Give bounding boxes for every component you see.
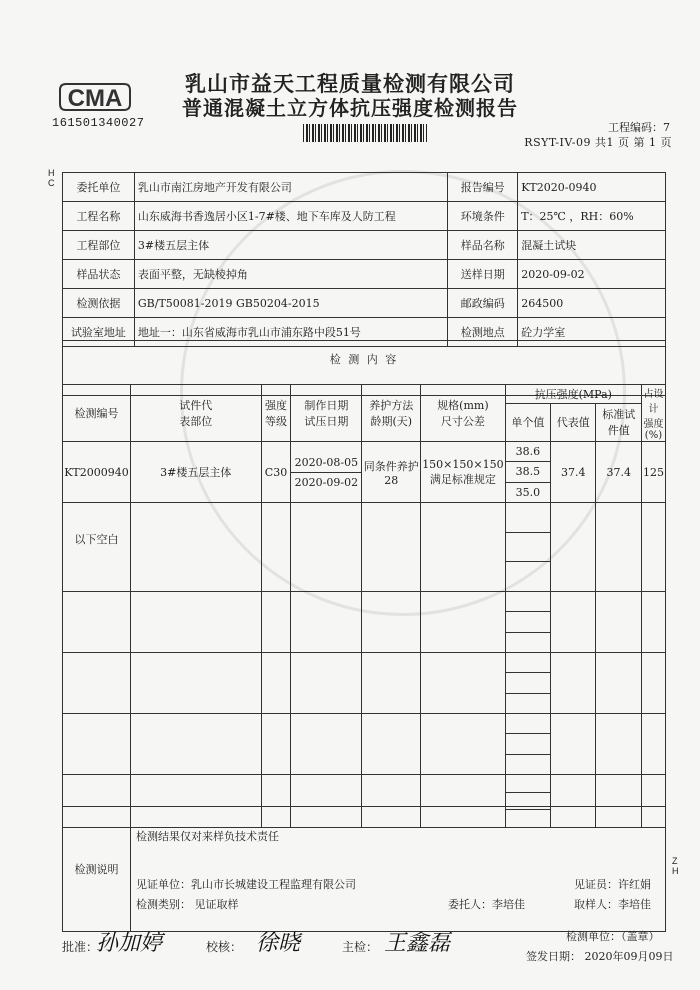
table-row [63, 503, 666, 533]
results-table [62, 384, 666, 828]
sample-name-label: 样品名称 [448, 231, 518, 260]
inspect-signature: 王鑫磊 [384, 931, 451, 956]
page-code: 工程编码：7 [608, 121, 670, 134]
basis-value: GB/T50081-2019 GB50204-2015 [134, 289, 447, 318]
table-row [63, 714, 666, 734]
remarks-label: 检测说明 [63, 807, 131, 932]
inspect-label: 主检： [342, 940, 379, 954]
company-name: 乳山市益天工程质量检测有限公司 [185, 71, 515, 96]
table-row [63, 442, 666, 462]
col-std-header: 标准试 件值 [596, 403, 641, 441]
lab-label: 试验室地址 [63, 318, 135, 347]
col-strength-header: 抗压强度(MPa) [505, 385, 641, 404]
stamp-note: 检测单位：（盖章） [566, 930, 660, 943]
col-curing-header: 养护方法 龄期(天) [362, 385, 421, 442]
place-value: 砼力学室 [518, 318, 666, 347]
barcode [303, 124, 427, 142]
row-no: KT2000940 [63, 442, 131, 503]
col-pct-header: 占设计 强度(%) [641, 385, 665, 442]
row-make-date: 2020-08-05 [294, 455, 359, 469]
row-dates [291, 442, 362, 503]
col-spec-header: 规格(mm) 尺寸公差 [421, 385, 505, 442]
blank-note: 以下空白 [63, 503, 131, 592]
state-label: 样品状态 [63, 260, 135, 289]
client-label: 委托单位 [63, 173, 135, 202]
part-value: 3#楼五层主体 [134, 231, 447, 260]
row-curing: 同条件养护 [363, 459, 419, 473]
sampler: 取样人：李培佳 [574, 898, 651, 911]
col-specimen-header: 试件代 表部位 [130, 385, 261, 442]
col-no-header: 检测编号 [63, 385, 131, 442]
svg-text:CMA: CMA [67, 85, 123, 112]
place-label: 检测地点 [448, 318, 518, 347]
side-mark-right: Z H [672, 856, 679, 876]
table-row [63, 653, 666, 673]
env-value: T：25℃ ，RH：60% [518, 202, 666, 231]
col-rep-header: 代表值 [551, 403, 596, 441]
cert-number: 161501340027 [52, 116, 145, 130]
part-label: 工程部位 [63, 231, 135, 260]
client-person: 委托人：李培佳 [448, 898, 525, 911]
form-code: RSYT-IV-09 共1 页 第 1 页 [524, 136, 672, 149]
row-rep: 37.4 [551, 442, 596, 503]
witness: 见证员：许红娟 [574, 878, 651, 891]
row-grade: C30 [261, 442, 291, 503]
witness-unit: 见证单位：乳山市长城建设工程监理有限公司 [136, 878, 356, 891]
sample-name-value: 混凝土试块 [518, 231, 666, 260]
remarks-table [62, 806, 666, 932]
basis-label: 检测依据 [63, 289, 135, 318]
approve-label: 批准： [62, 940, 99, 954]
row-spec: 150×150×150 [422, 457, 504, 471]
row-v2: 38.5 [505, 462, 550, 482]
report-no-label: 报告编号 [448, 173, 518, 202]
approve-signature: 孙加婷 [96, 931, 163, 956]
test-category: 检测类别： 见证取样 [136, 898, 239, 911]
send-date-value: 2020-09-02 [518, 260, 666, 289]
row-pct: 125 [641, 442, 665, 503]
row-v1: 38.6 [505, 442, 550, 462]
row-specimen: 3#楼五层主体 [130, 442, 261, 503]
send-date-label: 送样日期 [448, 260, 518, 289]
row-curing-cell [362, 442, 421, 503]
issue-date: 签发日期： 2020年09月09日 [526, 950, 674, 963]
side-mark-left: H C [48, 168, 55, 188]
review-signature: 徐晓 [256, 931, 301, 956]
col-grade-header: 强度 等级 [261, 385, 291, 442]
remarks-body [130, 807, 665, 932]
env-label: 环境条件 [448, 202, 518, 231]
row-tolerance: 满足标准规定 [429, 472, 496, 486]
lab-value: 地址一：山东省威海市乳山市浦东路中段51号 [134, 318, 447, 347]
row-age: 28 [384, 473, 399, 487]
report-title: 普通混凝土立方体抗压强度检测报告 [182, 96, 518, 120]
table-row [63, 775, 666, 793]
info-table [62, 172, 666, 347]
row-test-date: 2020-09-02 [291, 472, 361, 489]
project-value: 山东威海书香逸居小区1-7#楼、地下车库及人防工程 [134, 202, 447, 231]
remarks-line1: 检测结果仅对来样负技术责任 [136, 830, 279, 843]
client-value: 乳山市南江房地产开发有限公司 [134, 173, 447, 202]
col-dates-header: 制作日期 试压日期 [291, 385, 362, 442]
section-title: 检 测 内 容 [63, 341, 666, 396]
review-label: 校核： [206, 940, 243, 954]
row-std: 37.4 [596, 442, 641, 503]
col-single-header: 单个值 [505, 403, 550, 441]
row-v3: 35.0 [505, 482, 550, 502]
report-no-value: KT2020-0940 [518, 173, 666, 202]
post-value: 264500 [518, 289, 666, 318]
table-row [63, 592, 666, 612]
project-label: 工程名称 [63, 202, 135, 231]
post-label: 邮政编码 [448, 289, 518, 318]
row-spec-cell [421, 442, 505, 503]
state-value: 表面平整，无缺棱掉角 [134, 260, 447, 289]
